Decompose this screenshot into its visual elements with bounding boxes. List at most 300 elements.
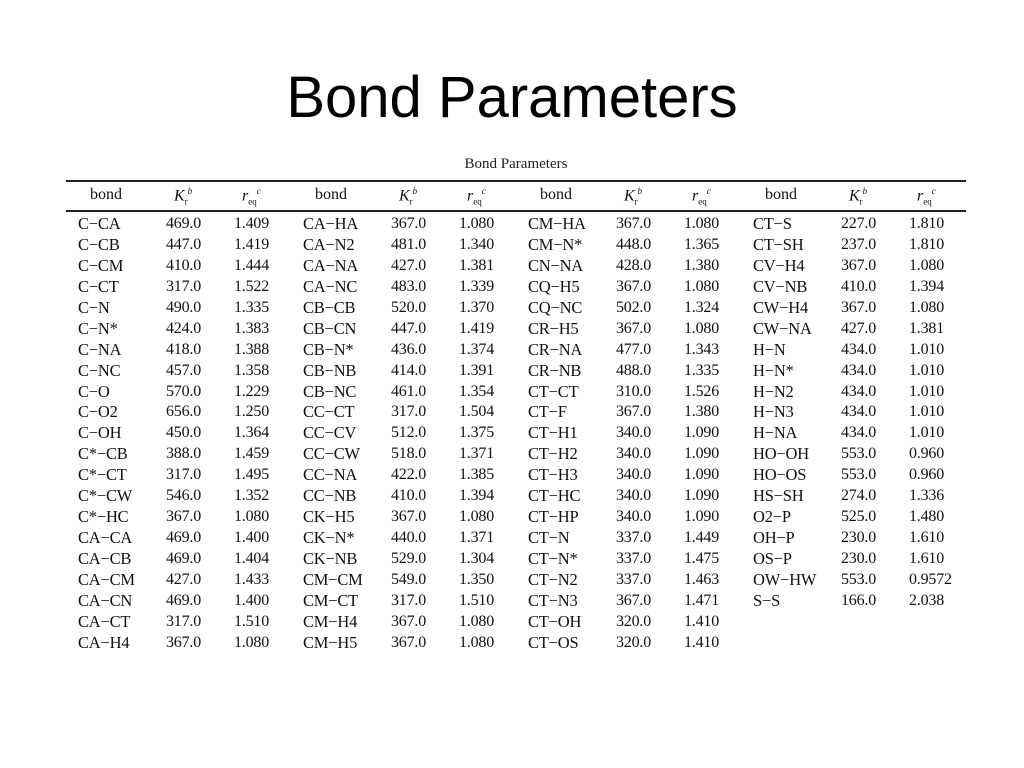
- req-value: 1.370: [459, 298, 495, 316]
- header-kr-main: K: [624, 187, 635, 205]
- req-value: 1.810: [909, 235, 945, 253]
- kr-value: 477.0: [616, 340, 652, 358]
- kr-value: 337.0: [616, 529, 652, 547]
- table-row: [291, 423, 516, 444]
- header-kr-sup: b: [862, 186, 868, 196]
- bond-name: CA−HA: [303, 214, 359, 233]
- bond-name: CT−OS: [528, 632, 579, 652]
- table-row: [291, 570, 516, 591]
- table-row: [66, 528, 291, 549]
- header-bond-0: bond: [90, 186, 122, 203]
- kr-value: 483.0: [391, 277, 427, 295]
- header-req-sup: c: [931, 186, 936, 196]
- req-value: 1.404: [234, 550, 270, 567]
- kr-value: 166.0: [841, 591, 877, 609]
- req-value: 1.358: [234, 361, 270, 379]
- req-value: 1.080: [459, 215, 495, 232]
- column-group-4: [741, 214, 966, 612]
- table-row: [291, 549, 516, 570]
- bond-name: C−O2: [78, 402, 118, 422]
- kr-value: 227.0: [841, 215, 877, 232]
- table-row: [291, 591, 516, 612]
- kr-value: 546.0: [166, 487, 202, 505]
- kr-value: 320.0: [616, 633, 652, 651]
- req-value: 1.510: [459, 591, 495, 609]
- table-row: [516, 361, 741, 382]
- kr-value: 367.0: [841, 256, 877, 274]
- bond-name: OS−P: [753, 549, 792, 568]
- bond-name: HS−SH: [753, 486, 804, 506]
- table-row: [741, 486, 966, 507]
- table-row: [741, 277, 966, 298]
- table-row: [291, 340, 516, 361]
- table-row: [516, 612, 741, 633]
- header-kr-0: [174, 186, 192, 207]
- kr-value: 518.0: [391, 445, 427, 463]
- req-value: 1.385: [459, 466, 495, 484]
- header-req-sub: eq: [473, 196, 482, 207]
- table-row: [516, 444, 741, 465]
- req-value: 1.475: [684, 550, 720, 567]
- header-kr-main: K: [849, 187, 860, 205]
- bond-name: CT−HC: [528, 486, 581, 506]
- header-req-0: [242, 186, 261, 207]
- req-value: 1.090: [684, 487, 720, 505]
- req-value: 1.336: [909, 487, 945, 505]
- req-value: 1.444: [234, 256, 270, 274]
- req-value: 0.960: [909, 445, 945, 463]
- req-value: 1.010: [909, 382, 945, 400]
- kr-value: 553.0: [841, 445, 877, 463]
- header-bond-1: bond: [315, 186, 347, 203]
- header-kr-sub: r: [634, 196, 638, 207]
- table-row: [741, 382, 966, 403]
- header-req-sub: eq: [698, 196, 707, 207]
- bond-name: CA−N2: [303, 234, 355, 254]
- kr-value: 447.0: [166, 235, 202, 253]
- header-kr-sup: b: [412, 186, 418, 196]
- header-req-main: r: [242, 187, 249, 205]
- bond-name: OW−HW: [753, 569, 817, 589]
- req-value: 1.080: [909, 298, 945, 316]
- bond-name: CB−NB: [303, 360, 357, 380]
- table-row: [291, 256, 516, 277]
- bond-name: CT−OH: [528, 611, 582, 631]
- req-value: 1.080: [684, 277, 720, 295]
- bond-name: CB−N*: [303, 339, 354, 359]
- table-row: [741, 465, 966, 486]
- bond-name: CA−CM: [78, 569, 135, 589]
- kr-value: 367.0: [391, 633, 427, 651]
- bond-name: CK−NB: [303, 549, 358, 568]
- table-row: [291, 298, 516, 319]
- bond-name: CA−NC: [303, 276, 358, 296]
- table-row: [291, 235, 516, 256]
- table-row: [741, 402, 966, 423]
- req-value: 1.090: [684, 445, 720, 463]
- bond-name: CV−NB: [753, 276, 808, 296]
- table-row: [291, 444, 516, 465]
- kr-value: 436.0: [391, 340, 427, 358]
- kr-value: 367.0: [166, 633, 202, 651]
- bond-name: C−CA: [78, 214, 121, 233]
- bond-name: CA−H4: [78, 632, 130, 652]
- header-kr-1: [399, 186, 417, 207]
- req-value: 1.340: [459, 235, 495, 253]
- req-value: 1.374: [459, 340, 495, 358]
- kr-value: 340.0: [616, 466, 652, 484]
- kr-value: 320.0: [616, 612, 652, 630]
- req-value: 1.324: [684, 298, 720, 316]
- bond-name: C−NC: [78, 360, 121, 380]
- table-row: [741, 507, 966, 528]
- table-row: [516, 507, 741, 528]
- kr-value: 525.0: [841, 508, 877, 526]
- table-row: [66, 256, 291, 277]
- bond-name: CM−CT: [303, 590, 359, 610]
- bond-name: CB−NC: [303, 381, 357, 401]
- req-value: 1.090: [684, 466, 720, 484]
- table-row: [516, 528, 741, 549]
- table-row: [291, 486, 516, 507]
- req-value: 1.391: [459, 361, 495, 379]
- kr-value: 317.0: [391, 403, 427, 421]
- bond-name: CT−H2: [528, 444, 578, 464]
- kr-value: 340.0: [616, 508, 652, 526]
- kr-value: 427.0: [391, 256, 427, 274]
- req-value: 1.229: [234, 382, 270, 400]
- req-value: 1.495: [234, 466, 270, 484]
- req-value: 1.080: [684, 215, 720, 232]
- req-value: 1.419: [234, 235, 270, 253]
- req-value: 2.038: [909, 591, 945, 609]
- bond-name: CV−H4: [753, 255, 805, 275]
- table-row: [291, 612, 516, 633]
- table-row: [516, 591, 741, 612]
- bond-name: CT−S: [753, 214, 792, 233]
- req-value: 1.380: [684, 256, 720, 274]
- bond-name: HO−OH: [753, 444, 809, 464]
- bond-name: CC−CT: [303, 402, 355, 422]
- bond-name: CM−HA: [528, 214, 586, 233]
- kr-value: 570.0: [166, 382, 202, 400]
- table-row: [741, 444, 966, 465]
- req-value: 1.339: [459, 277, 495, 295]
- kr-value: 428.0: [616, 256, 652, 274]
- kr-value: 434.0: [841, 382, 877, 400]
- kr-value: 434.0: [841, 340, 877, 358]
- kr-value: 447.0: [391, 319, 427, 337]
- req-value: 1.400: [234, 591, 270, 609]
- header-bond-3: bond: [765, 186, 797, 203]
- bond-name: O2−P: [753, 507, 791, 527]
- kr-value: 237.0: [841, 235, 877, 253]
- kr-value: 427.0: [166, 570, 202, 588]
- bond-name: CT−N2: [528, 569, 578, 589]
- header-req-main: r: [692, 187, 699, 205]
- bond-name: C−OH: [78, 423, 122, 443]
- table-row: [741, 570, 966, 591]
- table-row: [741, 423, 966, 444]
- table-row: [516, 570, 741, 591]
- req-value: 1.610: [909, 529, 945, 547]
- req-value: 1.343: [684, 340, 720, 358]
- bond-name: C*−CB: [78, 444, 128, 464]
- table-row: [516, 423, 741, 444]
- req-value: 1.375: [459, 424, 495, 442]
- kr-value: 549.0: [391, 570, 427, 588]
- bond-name: CQ−H5: [528, 276, 580, 296]
- kr-value: 656.0: [166, 403, 202, 421]
- bond-name: CM−CM: [303, 569, 363, 589]
- bond-name: H−N2: [753, 381, 794, 401]
- kr-value: 422.0: [391, 466, 427, 484]
- req-value: 1.010: [909, 403, 945, 421]
- kr-value: 317.0: [166, 612, 202, 630]
- table-row: [66, 444, 291, 465]
- table-row: [741, 340, 966, 361]
- req-value: 1.381: [909, 319, 945, 337]
- bond-name: CN−NA: [528, 255, 584, 275]
- kr-value: 410.0: [391, 487, 427, 505]
- bond-name: CB−CN: [303, 318, 357, 338]
- kr-value: 337.0: [616, 550, 652, 567]
- kr-value: 414.0: [391, 361, 427, 379]
- req-value: 1.610: [909, 550, 945, 567]
- table-body: [66, 214, 966, 654]
- table-row: [66, 277, 291, 298]
- req-value: 1.080: [234, 633, 270, 651]
- req-value: 1.350: [459, 570, 495, 588]
- kr-value: 488.0: [616, 361, 652, 379]
- table-header-rule: [66, 210, 966, 212]
- table-row: [66, 214, 291, 235]
- bond-name: CC−NB: [303, 486, 357, 506]
- req-value: 1.526: [684, 382, 720, 400]
- table-row: [66, 507, 291, 528]
- bond-name: CB−CB: [303, 297, 356, 317]
- table-row: [66, 361, 291, 382]
- req-value: 1.409: [234, 215, 270, 232]
- table-row: [291, 633, 516, 654]
- kr-value: 340.0: [616, 487, 652, 505]
- table-row: [741, 235, 966, 256]
- kr-value: 434.0: [841, 403, 877, 421]
- kr-value: 553.0: [841, 570, 877, 588]
- table-row: [66, 612, 291, 633]
- header-req-sup: c: [481, 186, 486, 196]
- bond-name: CM−H4: [303, 611, 358, 631]
- bond-name: H−N: [753, 339, 786, 359]
- req-value: 1.352: [234, 487, 270, 505]
- req-value: 1.449: [684, 529, 720, 547]
- req-value: 1.504: [459, 403, 495, 421]
- kr-value: 367.0: [841, 298, 877, 316]
- kr-value: 461.0: [391, 382, 427, 400]
- kr-value: 448.0: [616, 235, 652, 253]
- table-row: [516, 465, 741, 486]
- bond-name: C*−CT: [78, 465, 127, 485]
- table-row: [741, 549, 966, 570]
- kr-value: 512.0: [391, 424, 427, 442]
- header-req-sub: eq: [248, 196, 257, 207]
- bond-name: CA−NA: [303, 255, 359, 275]
- bond-name: CA−CT: [78, 611, 131, 631]
- kr-value: 490.0: [166, 298, 202, 316]
- table-row: [516, 402, 741, 423]
- table-row: [516, 256, 741, 277]
- kr-value: 340.0: [616, 445, 652, 463]
- kr-value: 434.0: [841, 424, 877, 442]
- bond-name: CT−CT: [528, 381, 579, 401]
- bond-name: S−S: [753, 590, 781, 610]
- bond-name: CK−H5: [303, 507, 355, 527]
- table-caption: Bond Parameters: [464, 156, 568, 172]
- bond-name: CW−NA: [753, 318, 812, 338]
- req-value: 1.080: [909, 256, 945, 274]
- kr-value: 450.0: [166, 424, 202, 442]
- column-group-1: [66, 214, 291, 654]
- req-value: 1.080: [459, 633, 495, 651]
- kr-value: 469.0: [166, 529, 202, 547]
- kr-value: 367.0: [391, 215, 427, 232]
- table-row: [66, 486, 291, 507]
- bond-name: CK−N*: [303, 528, 355, 548]
- table-row: [291, 507, 516, 528]
- bond-name: C−CT: [78, 276, 119, 296]
- kr-value: 367.0: [391, 508, 427, 526]
- header-req-main: r: [917, 187, 924, 205]
- table-row: [291, 465, 516, 486]
- table-row: [291, 214, 516, 235]
- req-value: 1.354: [459, 382, 495, 400]
- kr-value: 317.0: [166, 466, 202, 484]
- bond-name: CW−H4: [753, 297, 809, 317]
- req-value: 1.510: [234, 612, 270, 630]
- req-value: 1.471: [684, 591, 720, 609]
- kr-value: 367.0: [166, 508, 202, 526]
- table-row: [66, 423, 291, 444]
- bond-name: CR−H5: [528, 318, 579, 338]
- table-row: [741, 528, 966, 549]
- table-row: [66, 235, 291, 256]
- req-value: 1.383: [234, 319, 270, 337]
- req-value: 1.400: [234, 529, 270, 547]
- bond-name: C−CM: [78, 255, 124, 275]
- kr-value: 274.0: [841, 487, 877, 505]
- kr-value: 434.0: [841, 361, 877, 379]
- req-value: 1.394: [459, 487, 495, 505]
- table-row: [516, 486, 741, 507]
- kr-value: 317.0: [391, 591, 427, 609]
- table-row: [516, 235, 741, 256]
- table-row: [291, 382, 516, 403]
- bond-name: CR−NB: [528, 360, 582, 380]
- header-req-2: [692, 186, 711, 207]
- req-value: 1.010: [909, 424, 945, 442]
- slide-title: Bond Parameters: [286, 65, 738, 130]
- bond-name: C−N*: [78, 318, 118, 338]
- bond-name: C−NA: [78, 339, 122, 359]
- kr-value: 469.0: [166, 215, 202, 232]
- req-value: 1.810: [909, 215, 945, 232]
- kr-value: 427.0: [841, 319, 877, 337]
- bond-name: CC−NA: [303, 465, 358, 485]
- bond-name: CT−N*: [528, 549, 578, 568]
- table-row: [291, 277, 516, 298]
- table-header-row: [66, 183, 966, 208]
- bond-name: HO−OS: [753, 465, 807, 485]
- table-row: [66, 382, 291, 403]
- req-value: 1.080: [684, 319, 720, 337]
- kr-value: 230.0: [841, 529, 877, 547]
- table-row: [66, 465, 291, 486]
- header-kr-sub: r: [409, 196, 413, 207]
- table-row: [741, 214, 966, 235]
- kr-value: 418.0: [166, 340, 202, 358]
- bond-name: C*−HC: [78, 507, 129, 527]
- req-value: 1.410: [684, 612, 720, 630]
- table-row: [741, 591, 966, 612]
- header-req-sub: eq: [923, 196, 932, 207]
- bond-name: CM−H5: [303, 632, 358, 652]
- bond-name: CT−H3: [528, 465, 578, 485]
- header-req-main: r: [467, 187, 474, 205]
- column-group-3: [516, 214, 741, 654]
- bond-name: CQ−NC: [528, 297, 583, 317]
- req-value: 1.459: [234, 445, 270, 463]
- header-kr-2: [624, 186, 642, 207]
- bond-name: CC−CV: [303, 423, 357, 443]
- req-value: 0.960: [909, 466, 945, 484]
- req-value: 1.080: [459, 612, 495, 630]
- table-row: [516, 382, 741, 403]
- bond-name: H−N*: [753, 360, 794, 380]
- header-kr-sub: r: [859, 196, 863, 207]
- kr-value: 367.0: [616, 403, 652, 421]
- kr-value: 457.0: [166, 361, 202, 379]
- header-kr-sup: b: [637, 186, 643, 196]
- kr-value: 502.0: [616, 298, 652, 316]
- table-row: [741, 361, 966, 382]
- column-group-2: [291, 214, 516, 654]
- table-row: [516, 277, 741, 298]
- kr-value: 440.0: [391, 529, 427, 547]
- kr-value: 481.0: [391, 235, 427, 253]
- bond-name: CT−SH: [753, 234, 804, 254]
- kr-value: 367.0: [616, 215, 652, 232]
- req-value: 1.080: [234, 508, 270, 526]
- table-row: [66, 633, 291, 654]
- kr-value: 388.0: [166, 445, 202, 463]
- req-value: 1.304: [459, 550, 495, 567]
- bond-name: CR−NA: [528, 339, 583, 359]
- kr-value: 553.0: [841, 466, 877, 484]
- req-value: 1.381: [459, 256, 495, 274]
- bond-name: CT−N: [528, 528, 570, 548]
- header-req-1: [467, 186, 486, 207]
- req-value: 1.335: [234, 298, 270, 316]
- bond-name: CT−F: [528, 402, 567, 422]
- table-row: [741, 256, 966, 277]
- req-value: 1.433: [234, 570, 270, 588]
- bond-name: CA−CB: [78, 549, 132, 568]
- table-row: [516, 319, 741, 340]
- req-value: 1.380: [684, 403, 720, 421]
- kr-value: 317.0: [166, 277, 202, 295]
- kr-value: 469.0: [166, 550, 202, 567]
- header-kr-sub: r: [184, 196, 188, 207]
